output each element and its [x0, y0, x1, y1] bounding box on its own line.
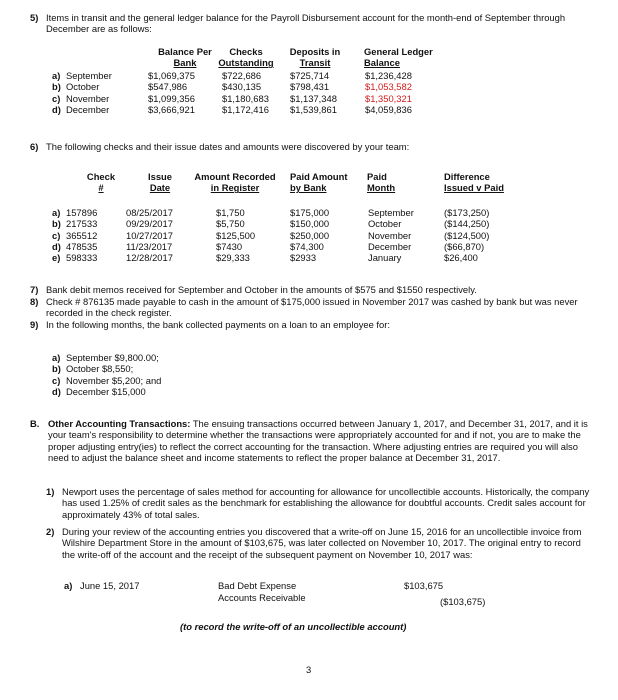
q5-cell-label: b) [52, 81, 61, 93]
q6-header-paid: Paid Amount by Bank [290, 171, 348, 194]
q5-text: Items in transit and the general ledger balance for the Payroll Disbursement account for the month-end of September through December are as follows: [46, 12, 566, 35]
q5-cell-bank: $3,666,921 [148, 103, 195, 115]
q5-cell-ledger: $1,350,321 [365, 92, 412, 104]
q5-header-deposits: Deposits in Transit [289, 46, 341, 69]
q9-item-label: c) [52, 374, 61, 386]
b-item1-number: 1) [46, 486, 55, 497]
q6-header-recorded: Amount Recorded in Register [194, 171, 276, 194]
q5-cell-month: December [66, 103, 110, 115]
q6-header-check: Check # [86, 171, 116, 194]
q5-cell-ledger: $1,053,582 [365, 81, 412, 93]
section-b-letter: B. [30, 418, 40, 429]
q6-cell-check: 478535 [66, 240, 98, 252]
q8-number: 8) [30, 296, 39, 307]
q6-cell-paid: $250,000 [290, 229, 330, 241]
q9-item-label: b) [52, 363, 61, 375]
q5-cell-label: a) [52, 70, 61, 81]
q7-text: Bank debit memos received for September and October in the amounts of $575 and $1550 respectively. [46, 284, 477, 295]
q5-header-checks: Checks Outstanding [218, 46, 274, 69]
q5-cell-deposits: $725,714 [290, 70, 330, 81]
q6-cell-recorded: $125,500 [216, 229, 256, 241]
section-b-paragraph [48, 418, 600, 463]
q6-cell-diff: ($144,250) [444, 218, 490, 230]
entry-credit-amount: ($103,675) [440, 596, 486, 607]
q6-cell-diff: $26,400 [444, 252, 478, 264]
q6-header-month: Paid Month [367, 171, 396, 194]
q5-cell-bank: $547,986 [148, 81, 188, 93]
b-item2-text: During your review of the accounting entries you discovered that a write-off on June 15, 2016 for an uncollectible invoice from Wilshire Department Store in the amount of $103,675, was later collected on November 10, 2017. The original entry to record the write-off of the account and the receipt of the subsequent payment on November 10, 2017 was: [62, 526, 582, 560]
q9-item-text: October $8,550; [66, 363, 134, 375]
section-b-text: The ensuing transactions occurred between January 1, 2017, and December 31, 2017, and it is your team's responsibility to determine whether the transactions were appropriately accounted for and if not, you are to make the proper adjusting entry(ies) to reflect the correct accounting for the transaction. Where adjusting entries are required you will also need to adjust the balance sheet and income statements to reflect the proper balance at December 31, 2017. [48, 418, 588, 463]
q5-cell-checks: $1,180,683 [222, 92, 269, 104]
q6-cell-recorded: $5,750 [216, 218, 245, 230]
q6-cell-paid: $150,000 [290, 218, 330, 230]
q6-cell-issue: 10/27/2017 [126, 229, 173, 241]
b-item1-text: Newport uses the percentage of sales method for accounting for allowance for uncollectible accounts. Historically, the company has used 1.25% of credit sales as the benchmark for establishing the allowance for doubtful accounts. Credit sales account for approximately 43% of total sales. [62, 486, 590, 520]
entry-credit-account: Accounts Receivable [218, 592, 306, 603]
q9-number: 9) [30, 319, 39, 330]
q6-cell-month: January [368, 252, 402, 264]
q6-cell-label: a) [52, 207, 61, 218]
q5-header-bank: Balance Per Bank [158, 46, 212, 69]
q6-cell-month: September [368, 207, 414, 218]
entry-label: a) [64, 580, 73, 591]
q5-cell-bank: $1,069,375 [148, 70, 195, 81]
entry-debit-amount: $103,675 [404, 580, 444, 591]
page-number: 3 [306, 664, 312, 675]
q6-cell-label: e) [52, 252, 61, 264]
q6-cell-label: d) [52, 240, 61, 252]
q5-cell-label: d) [52, 103, 61, 115]
q5-cell-ledger: $4,059,836 [365, 103, 412, 115]
q6-cell-month: December [368, 240, 412, 252]
q5-cell-checks: $430,135 [222, 81, 262, 93]
q5-cell-month: September [66, 70, 112, 81]
entry-debit-account: Bad Debt Expense [218, 580, 297, 591]
q6-cell-paid: $2933 [290, 252, 317, 264]
q9-item-text: September $9,800.00; [66, 352, 159, 363]
q6-cell-check: 365512 [66, 229, 98, 241]
q6-cell-diff: ($124,500) [444, 229, 490, 241]
q5-header-ledger: General Ledger Balance [364, 46, 433, 69]
q6-cell-diff: ($173,250) [444, 207, 490, 218]
q5-cell-deposits: $1,539,861 [290, 103, 337, 115]
q5-cell-label: c) [52, 92, 61, 104]
q5-cell-ledger: $1,236,428 [365, 70, 412, 81]
q6-cell-month: October [368, 218, 402, 230]
section-b-title: Other Accounting Transactions: [48, 418, 191, 429]
entry-memo: (to record the write-off of an uncollectible account) [180, 621, 407, 632]
entry-date: June 15, 2017 [80, 580, 140, 591]
q6-cell-issue: 12/28/2017 [126, 252, 173, 264]
q6-number: 6) [30, 141, 39, 152]
q5-cell-bank: $1,099,356 [148, 92, 195, 104]
q5-cell-deposits: $1,137,348 [290, 92, 337, 104]
q6-cell-paid: $74,300 [290, 240, 324, 252]
q6-cell-issue: 11/23/2017 [126, 240, 173, 252]
q5-number: 5) [30, 12, 39, 23]
q6-cell-recorded: $7430 [216, 240, 243, 252]
q6-cell-month: November [368, 229, 412, 241]
q5-cell-month: October [66, 81, 100, 93]
q6-cell-paid: $175,000 [290, 207, 330, 218]
q6-cell-recorded: $1,750 [216, 207, 245, 218]
q6-cell-check: 217533 [66, 218, 98, 230]
q9-item-text: November $5,200; and [66, 374, 162, 386]
q6-cell-diff: ($66,870) [444, 240, 485, 252]
q6-header-issue: Issue Date [148, 171, 172, 194]
q9-item-label: a) [52, 352, 61, 363]
q5-cell-deposits: $798,431 [290, 81, 330, 93]
q6-cell-issue: 08/25/2017 [126, 207, 173, 218]
q6-cell-check: 157896 [66, 207, 98, 218]
q6-cell-label: b) [52, 218, 61, 230]
q5-cell-checks: $1,172,416 [222, 103, 269, 115]
q6-header-diff: Difference Issued v Paid [444, 171, 504, 194]
b-item2-number: 2) [46, 526, 55, 537]
q5-cell-month: November [66, 92, 110, 104]
q9-item-label: d) [52, 385, 61, 397]
q9-text: In the following months, the bank collected payments on a loan to an employee for: [46, 319, 390, 330]
q6-cell-check: 598333 [66, 252, 98, 264]
q8-text: Check # 876135 made payable to cash in the amount of $175,000 issued in November 2017 was cashed by bank but was never recorded in the check register. [46, 296, 578, 319]
q9-item-text: December $15,000 [66, 385, 146, 397]
q5-cell-checks: $722,686 [222, 70, 262, 81]
q6-cell-label: c) [52, 229, 61, 241]
q7-number: 7) [30, 284, 39, 295]
q6-text: The following checks and their issue dates and amounts were discovered by your team: [46, 141, 410, 152]
q6-cell-issue: 09/29/2017 [126, 218, 173, 230]
q6-cell-recorded: $29,333 [216, 252, 250, 264]
